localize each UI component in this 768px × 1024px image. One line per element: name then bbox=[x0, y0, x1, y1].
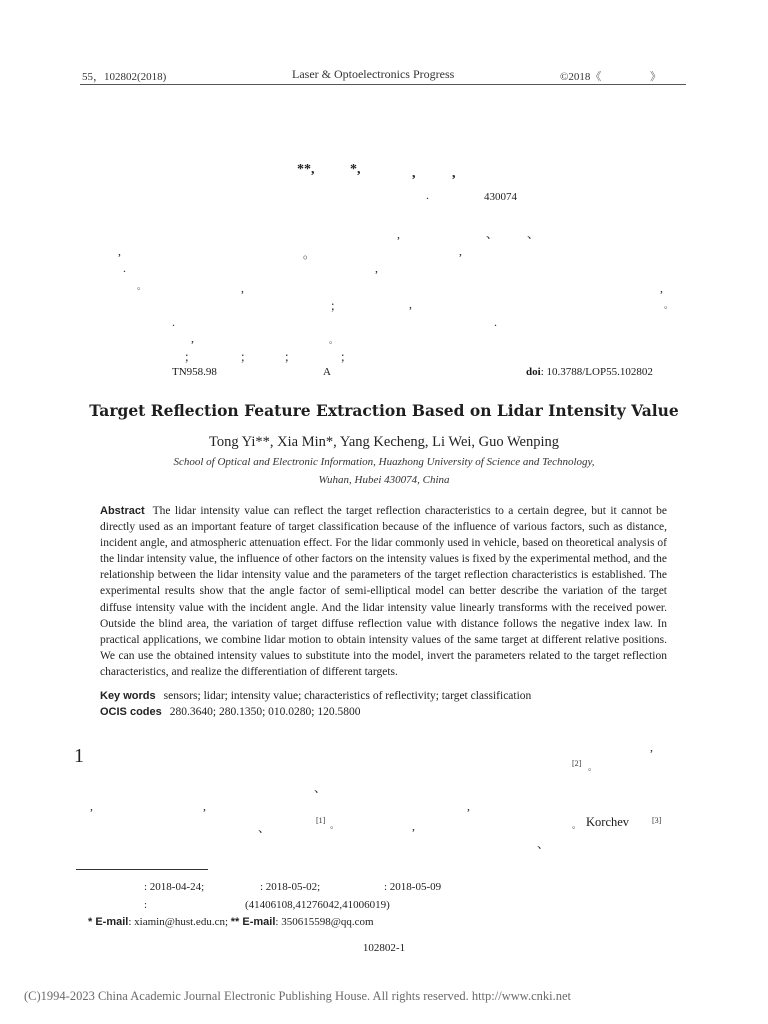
keywords-text: sensors; lidar; intensity value; characteristics of reflectivity; target classification bbox=[163, 690, 532, 702]
english-affiliation-line-1: School of Optical and Electronic Information, Huazhong University of Science and Technology, bbox=[173, 456, 595, 468]
clc-number: TN958.98 bbox=[172, 366, 217, 378]
section-punct: 、 bbox=[314, 781, 327, 795]
english-authors: Tong Yi**, Xia Min*, Yang Kecheng, Li Wei, Guo Wenping bbox=[209, 434, 559, 450]
affiliation-dot: . bbox=[426, 188, 429, 202]
header-right-year: ©2018《 bbox=[560, 71, 602, 83]
author-mark-2: *, bbox=[350, 162, 361, 177]
journal-name: Laser & Optoelectronics Progress bbox=[292, 67, 455, 81]
postcode: 430074 bbox=[484, 191, 517, 203]
cn-abstract-punct: , bbox=[660, 281, 663, 295]
author-mark-3: , bbox=[412, 166, 416, 181]
section-punct: , bbox=[90, 799, 93, 813]
cn-abstract-punct: . bbox=[123, 261, 126, 275]
cn-abstract-punct: . bbox=[172, 315, 175, 329]
citation-3: [3] bbox=[652, 816, 662, 825]
cn-keyword-sep: ； bbox=[284, 350, 297, 364]
ocis-label: OCIS codes bbox=[100, 706, 162, 718]
ocis-codes bbox=[100, 706, 360, 718]
cn-keyword-sep: ； bbox=[184, 350, 197, 364]
email-line bbox=[88, 916, 374, 928]
cn-abstract-punct: 。 bbox=[137, 281, 147, 291]
cn-abstract-punct: , bbox=[459, 244, 462, 258]
cn-abstract-punct: , bbox=[241, 281, 244, 295]
section-punct: 。 bbox=[330, 820, 340, 830]
ocis-text: 280.3640; 280.1350; 010.0280; 120.5800 bbox=[169, 706, 361, 718]
cn-abstract-punct: , bbox=[118, 244, 121, 258]
copyright-footer: (C)1994-2023 China Academic Journal Electronic Publishing House. All rights reserved. http://www.cnki.net bbox=[24, 989, 572, 1003]
english-abstract bbox=[100, 503, 667, 680]
citation-1: [1] bbox=[316, 816, 326, 825]
korchev-name: Korchev bbox=[586, 815, 630, 829]
author-mark-1: **, bbox=[297, 162, 315, 177]
header-left: 55，102802(2018) bbox=[82, 71, 167, 83]
section-punct: , bbox=[412, 819, 415, 833]
fund-numbers: (41406108,41276042,41006019) bbox=[245, 899, 390, 911]
footnote-rule bbox=[76, 869, 208, 870]
cn-abstract-punct: , bbox=[397, 227, 400, 241]
doi bbox=[526, 366, 653, 378]
received-date: : 2018-04-24; bbox=[144, 881, 205, 893]
document-code: A bbox=[323, 366, 331, 378]
section-punct: 、 bbox=[258, 821, 271, 835]
section-punct: , bbox=[203, 799, 206, 813]
abstract-text: The lidar intensity value can reflect the target reflection characteristics to a certain degree, but it cannot be directly used as an important feature of target classification because of the influence of various factors, such as distance, incident angle, and atmospheric attenuation effect. For the lidar commonly used in vehicle, based on theoretical analysis of the lindar intensity value, the influence of other factors on the intensity values is fixed by the experimental method, and the relationship between the lidar intensity value and the parameters of the target reflection characteristics is established. The experimental results show that the angle factor of semi-elliptical model can better describe the variation of the target diffuse intensity value with the incident angle. And the lidar intensity value linearly transforms with the received power. Outside the blind area, the variation of target diffuse reflection value with distance follows the negative index law. In practical applications, we combine lidar motion to obtain intensity values of the same target at different relative positions. We can use the obtained intensity values to substitute into the model, invert the parameters related to the target reflection characteristics, and realize the differentiation of different targets. bbox=[100, 505, 667, 678]
cn-abstract-punct: , bbox=[375, 261, 378, 275]
cn-abstract-punct: 。 bbox=[303, 247, 316, 261]
accepted-date: : 2018-05-09 bbox=[384, 881, 442, 893]
section-punct: , bbox=[467, 799, 470, 813]
citation-2: [2] bbox=[572, 759, 582, 768]
page-number: 102802-1 bbox=[362, 942, 406, 954]
cn-abstract-punct: , bbox=[191, 331, 194, 345]
email-2: : 350615598@qq.com bbox=[275, 916, 374, 928]
english-affiliation-line-2: Wuhan, Hubei 430074, China bbox=[318, 474, 450, 486]
cn-keyword-sep: ； bbox=[240, 350, 253, 364]
revised-date: : 2018-05-02; bbox=[260, 881, 321, 893]
section-punct: , bbox=[650, 740, 653, 754]
cn-abstract-punct: , bbox=[409, 297, 412, 311]
cn-abstract-punct: . bbox=[494, 315, 497, 329]
cn-abstract-punct: ； bbox=[330, 299, 343, 313]
cn-abstract-punct: 、 bbox=[486, 227, 499, 241]
cn-keyword-sep: ； bbox=[340, 350, 353, 364]
english-keywords bbox=[100, 690, 531, 702]
fund-colon: : bbox=[144, 899, 148, 911]
english-title: Target Reflection Feature Extraction Based on Lidar Intensity Value bbox=[89, 401, 679, 420]
header-rule bbox=[80, 84, 686, 85]
doi-value: : 10.3788/LOP55.102802 bbox=[540, 366, 653, 378]
email-label-1: * E-mail bbox=[88, 916, 129, 928]
cn-abstract-punct: 、 bbox=[527, 227, 540, 241]
email-1: : xiamin@hust.edu.cn; bbox=[128, 916, 229, 928]
section-punct: 。 bbox=[588, 762, 598, 772]
email-label-2: ** E-mail bbox=[230, 916, 276, 928]
abstract-label: Abstract bbox=[100, 505, 145, 517]
author-mark-4: , bbox=[452, 166, 456, 181]
keywords-label: Key words bbox=[100, 690, 156, 702]
cn-abstract-punct: 。 bbox=[329, 335, 339, 345]
doi-label: doi bbox=[526, 366, 541, 378]
section-number: 1 bbox=[74, 745, 84, 767]
section-punct: 、 bbox=[537, 837, 550, 851]
section-punct: 。 bbox=[572, 820, 582, 830]
header-right-end: 》 bbox=[650, 71, 661, 83]
cn-abstract-punct: 。 bbox=[664, 300, 674, 310]
